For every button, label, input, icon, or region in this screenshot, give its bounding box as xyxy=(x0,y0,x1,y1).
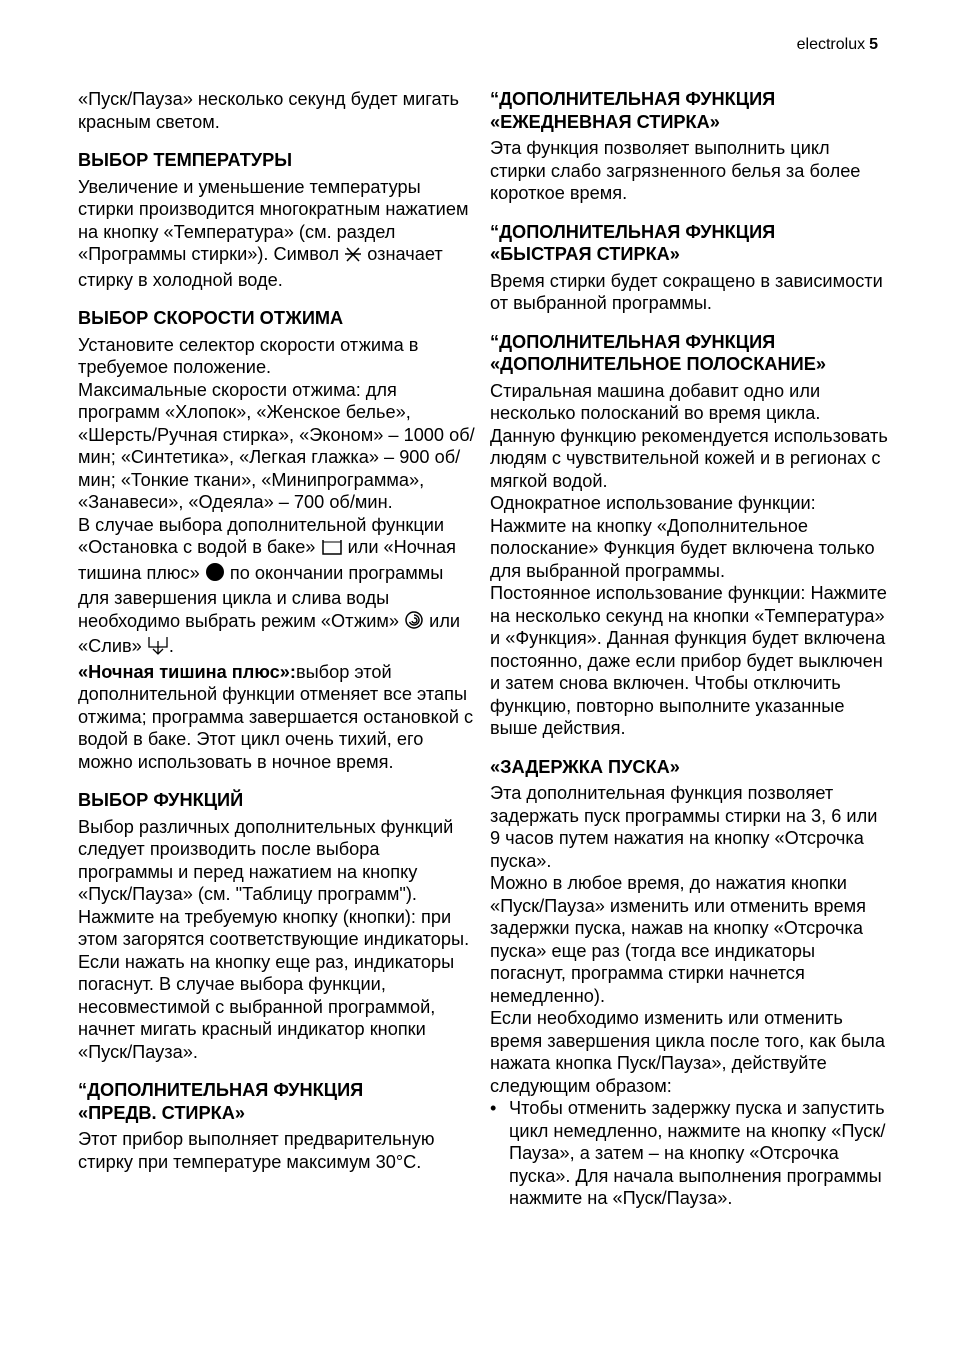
daily-text: Эта функция позволяет выполнить цикл стирки слабо загрязненного белья за более короткое время. xyxy=(490,138,861,203)
spin-p3 xyxy=(78,514,476,661)
night-label: «Ночная тишина плюс»: xyxy=(78,661,296,682)
delay-heading: «ЗАДЕРЖКА ПУСКА» xyxy=(490,756,680,777)
delay-bullet-list xyxy=(490,1097,888,1210)
rinse-p1: Стиральная машина добавит одно или несколько полосканий во время цикла. Данную функцию рекомендуется использовать людям с чувствительной кожей и в регионах с мягкой водой. xyxy=(490,380,888,491)
prewash-heading-2: «ПРЕДВ. СТИРКА» xyxy=(78,1102,245,1123)
night-text: выбор этой дополнительной функции отменяет все этапы отжима; программа завершается остановкой с водой в баке. Этот цикл очень тихий, его можно использовать в ночное время. xyxy=(78,661,474,772)
drain-icon xyxy=(147,635,169,661)
prewash-heading-1: “ДОПОЛНИТЕЛЬНАЯ ФУНКЦИЯ xyxy=(78,1080,364,1100)
rinse-p2: Однократное использование функции: Нажмите на кнопку «Дополнительное полоскание» Функция будет включена только для выбранной программы. xyxy=(490,493,875,581)
brand-name: electrolux xyxy=(796,36,866,53)
spin-p1: Установите селектор скорости отжима в требуемое положение. xyxy=(78,334,419,377)
temperature-text-a: Увеличение и уменьшение температуры стирки производится многократным нажатием на кнопку «Температура» (см. раздел «Программы стирки»). Символ xyxy=(78,176,469,264)
daily-heading-2: «ЕЖЕДНЕВНАЯ СТИРКА» xyxy=(490,111,720,132)
spin-p3b: или «Ночная тишина плюс» xyxy=(78,537,456,583)
page-header xyxy=(797,36,878,54)
prewash-text: Этот прибор выполняет предварительную стирку при температуре максимум 30°C. xyxy=(78,1129,435,1172)
functions-heading: ВЫБОР ФУНКЦИЙ xyxy=(78,790,244,810)
temperature-heading: ВЫБОР ТЕМПЕРАТУРЫ xyxy=(78,150,293,170)
spin-p2: Максимальные скорости отжима: для программ «Хлопок», «Женское белье», «Шерсть/Ручная стирка», «Эконом» – 1000 об/мин; «Синтетика», «Легкая глажка» – 900 об/мин; «Тонкие ткани», «Минипрограмма», «Занавеси», «Одеяла» – 700 об/мин. xyxy=(78,379,475,512)
spin-p3a: В случае выбора дополнительной функции «Остановка с водой в баке» xyxy=(78,514,445,557)
night-silence-icon xyxy=(205,562,225,588)
spin-p3e: . xyxy=(168,636,174,656)
temperature-text xyxy=(78,176,476,292)
temperature-text-b: означает стирку в холодной воде. xyxy=(78,244,443,290)
rinse-heading-1: “ДОПОЛНИТЕЛЬНАЯ ФУНКЦИЯ xyxy=(490,331,776,352)
functions-text: Выбор различных дополнительных функций следует производить после выбора программы и перед нажатием на кнопку «Пуск/Пауза» (см. "Таблицу программ"). Нажмите на требуемую кнопку (кнопки): при этом загорятся соответствующие индикаторы. Если нажать на кнопку еще раз, индикаторы погаснут. В случае выбора функции, несовместимой с выбранной программой, начнет мигать красный индикатор кнопки «Пуск/Пауза». xyxy=(78,816,470,1062)
spin-p3d: или «Слив» xyxy=(78,610,461,656)
delay-p3: Если необходимо изменить или отменить время завершения цикла после того, как была нажата кнопка Пуск/Пауза», действуйте следующим образом: xyxy=(490,1008,886,1096)
rinse-hold-icon xyxy=(321,538,343,562)
quick-text: Время стирки будет сокращено в зависимости от выбранной программы. xyxy=(490,270,883,313)
quick-heading-2: «БЫСТРАЯ СТИРКА» xyxy=(490,244,680,264)
quick-heading-1: “ДОПОЛНИТЕЛЬНАЯ ФУНКЦИЯ xyxy=(490,221,776,242)
spin-p3c: по окончании программы для завершения цикла и слива воды необходимо выбрать режим «Отжим» xyxy=(78,562,444,631)
cold-wash-icon xyxy=(344,245,362,269)
daily-heading-1: “ДОПОЛНИТЕЛЬНАЯ ФУНКЦИЯ xyxy=(490,89,776,109)
intro-paragraph: «Пуск/Пауза» несколько секунд будет мигать красным светом. xyxy=(78,89,460,132)
rinse-heading-2: «ДОПОЛНИТЕЛЬНОЕ ПОЛОСКАНИЕ» xyxy=(490,354,826,374)
spin-icon xyxy=(404,610,424,636)
list-item: • Чтобы отменить задержку пуска и запустить цикл немедленно, нажмите на кнопку «Пуск/Пауза», а затем – на кнопку «Отсрочка пуска». Для начала выполнения программы нажмите на «Пуск/Пауза». xyxy=(490,1097,888,1210)
right-column xyxy=(490,88,888,1210)
night-paragraph xyxy=(78,661,476,774)
spin-heading: ВЫБОР СКОРОСТИ ОТЖИМА xyxy=(78,308,344,328)
rinse-p3: Постоянное использование функции: Нажмите на несколько секунд на кнопки «Температура» и «Функция». Данная функция будет включена постоянно, даже если прибор будет выключен и затем снова включен. Чтобы отключить функцию, повторно выполните указанные выше действия. xyxy=(490,583,887,738)
delay-p2: Можно в любое время, до нажатия кнопки «Пуск/Пауза» изменить или отменить время задержки пуска, нажав на кнопку «Отсрочка пуска» еще раз (тогда все индикаторы погаснут, программа стирки начнется немедленно). xyxy=(490,873,867,1006)
left-column xyxy=(78,88,476,1173)
delay-p1: Эта дополнительная функция позволяет задержать пуск программы стирки на 3, 6 или 9 часов путем нажатия на кнопку «Отсрочка пуска». xyxy=(490,783,878,871)
page-number: 5 xyxy=(869,36,878,53)
